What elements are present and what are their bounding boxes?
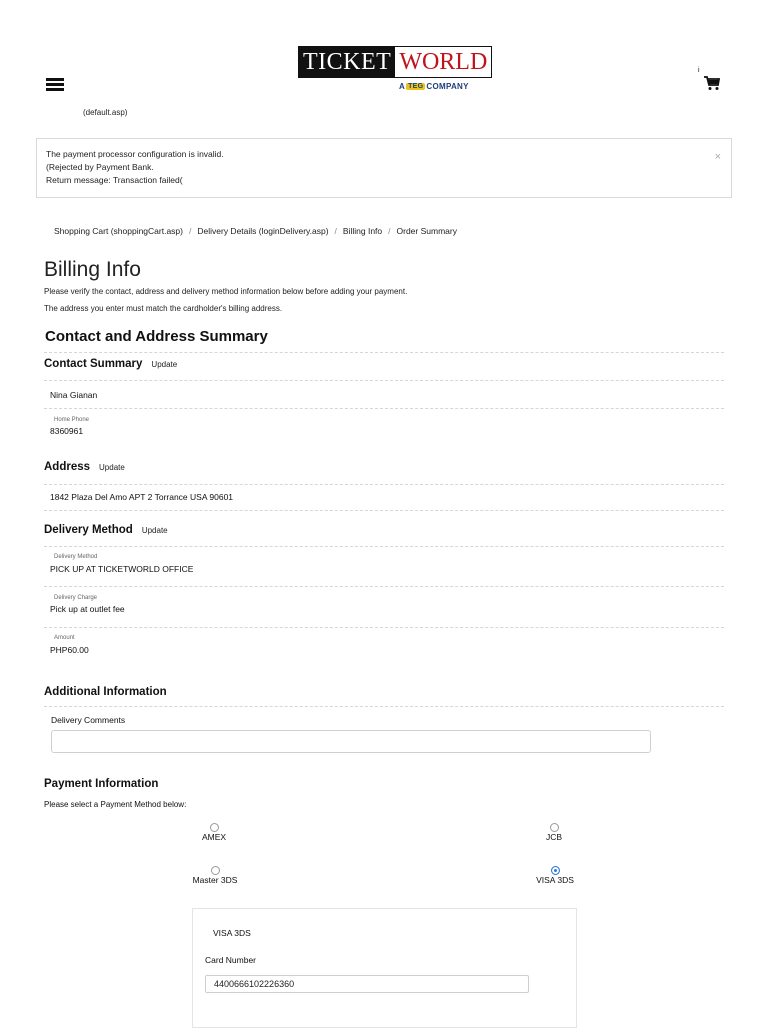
address-title: Address [44,461,91,473]
contact-update-link[interactable]: Update [151,360,178,369]
delivery-charge-value: Pick up at outlet fee [50,604,125,614]
delivery-comments-label: Delivery Comments [51,715,126,725]
breadcrumb-separator: / [189,226,192,236]
logo-sub-a: A [399,82,406,91]
payment-option-label: VISA 3DS [536,875,574,885]
payment-option-visa-3ds[interactable] [525,866,585,885]
delivery-update-link[interactable]: Update [141,526,168,535]
radio-button[interactable] [210,823,219,832]
cart-count: i [698,67,700,74]
radio-button[interactable] [211,866,220,875]
radio-button[interactable] [550,823,559,832]
menu-bar [46,88,64,91]
alert-line-2: (Rejected by Payment Bank. [46,162,154,172]
address-update-link[interactable]: Update [99,463,125,472]
payment-info-subtitle: Please select a Payment Method below: [44,800,187,809]
payment-option-master-3ds[interactable] [185,866,245,885]
breadcrumb-order-summary[interactable]: Order Summary [396,226,457,236]
additional-info-heading [44,686,167,698]
divider [44,706,724,707]
delivery-method-title: Delivery Method [44,524,133,536]
amount-label: Amount [54,635,75,641]
menu-bar [46,78,64,81]
error-alert [36,138,732,198]
contact-summary-heading [44,358,177,370]
breadcrumb [54,226,457,236]
amount-value: PHP60.00 [50,645,89,655]
breadcrumb-separator: / [388,226,391,236]
divider [44,627,724,628]
contact-summary-title: Contact Summary [44,358,143,370]
close-icon[interactable]: × [714,151,721,163]
divider [44,510,724,511]
breadcrumb-separator: / [334,226,337,236]
menu-bar [46,83,64,86]
payment-option-label: AMEX [201,832,227,842]
address-heading [44,461,125,473]
summary-heading: Contact and Address Summary [45,328,268,345]
divider [44,586,724,587]
delivery-method-heading [44,524,168,536]
cart-icon[interactable] [703,74,721,92]
home-phone-value: 8360961 [50,426,84,436]
payment-info-heading: Payment Information [44,778,159,790]
card-panel-title: VISA 3DS [213,928,251,938]
payment-option-label: Master 3DS [192,875,238,885]
divider [44,408,724,409]
contact-name: Nina Gianan [50,390,98,400]
payment-option-amex[interactable] [194,823,234,842]
logo-subtitle [399,82,469,91]
delivery-method-label: Delivery Method [54,554,98,560]
delivery-charge-label: Delivery Charge [54,595,98,601]
breadcrumb-delivery-details[interactable]: Delivery Details (loginDelivery.asp) [197,226,329,236]
breadcrumb-billing-info[interactable]: Billing Info [342,226,383,236]
breadcrumb-shopping-cart[interactable]: Shopping Cart (shoppingCart.asp) [54,226,183,236]
alert-line-1: The payment processor configuration is invalid. [46,149,224,159]
card-number-label: Card Number [205,955,257,965]
divider [44,352,724,353]
card-number-input[interactable] [205,975,529,993]
hamburger-menu-icon[interactable] [46,78,64,94]
logo-ticket-text: TICKET [299,47,395,77]
alert-line-3: Return message: Transaction failed( [46,175,183,185]
delivery-method-value: PICK UP AT TICKETWORLD OFFICE [50,564,194,574]
address-value: 1842 Plaza Del Amo APT 2 Torrance USA 90601 [50,492,234,502]
radio-button-selected[interactable] [551,866,560,875]
logo-sub-teg: TEG [408,83,424,90]
payment-option-jcb[interactable] [534,823,574,842]
ticketworld-logo[interactable] [298,46,492,78]
divider [44,484,724,485]
card-details-panel [192,908,577,1028]
divider [44,546,724,547]
page-title: Billing Info [44,258,141,281]
home-phone-label: Home Phone [54,417,90,423]
default-asp-link[interactable]: (default.asp) [83,108,128,117]
intro-text-2: The address you enter must match the cardholder's billing address. [44,304,283,313]
payment-option-label: JCB [545,832,563,842]
intro-text-1: Please verify the contact, address and delivery method information below before adding your payment. [44,287,408,296]
logo-sub-company: COMPANY [426,82,469,91]
delivery-comments-input[interactable] [51,730,651,753]
logo-world-text: WORLD [395,47,491,77]
additional-info-title: Additional Information [44,686,167,698]
divider [44,380,724,381]
